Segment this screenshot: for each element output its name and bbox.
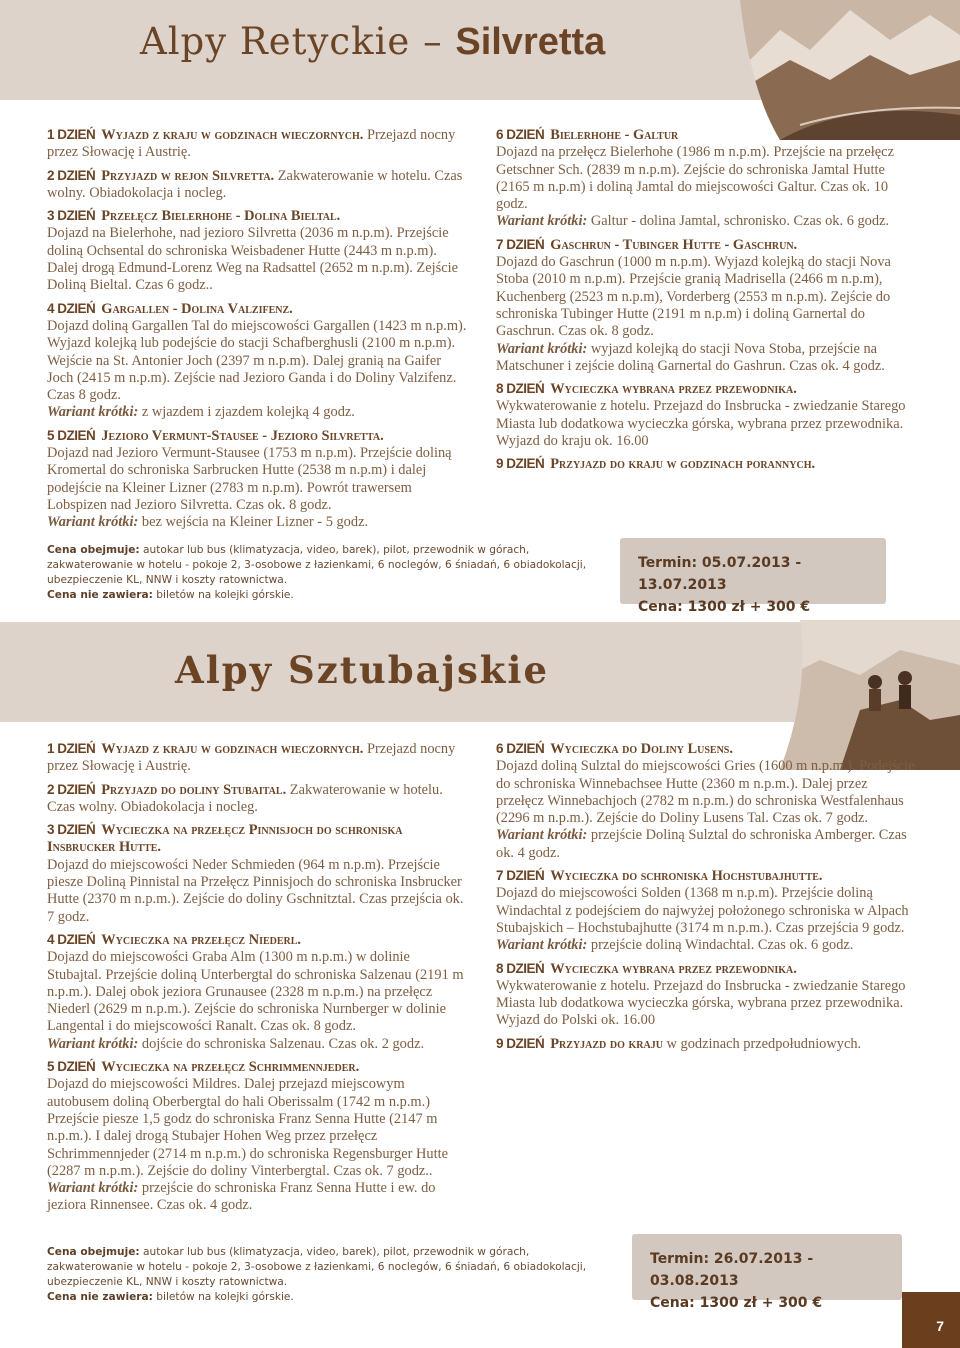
day-7: 7 DZIEŃ Wycieczka do schroniska Hochstubajhutte. Dojazd do miejscowości Solden (1368 m n.p.m). Przejście doliną Windachtal z podejściem do najwyżej położonego schroniska w Alpach Stubajskich – Hochstubajhutte (3174 m n.p.m.). Czas przejścia 9 godz. Wariant krótki: przejście doliną Windachtal. Czas ok. 6 godz. [496,868,909,954]
day-1: 1 DZIEŃ Wyjazd z kraju w godzinach wieczornych. Przejazd nocny przez Słowację i Austrię. [47,741,456,775]
day-1: 1 DZIEŃ Wyjazd z kraju w godzinach wieczornych. Przejazd nocny przez Słowację i Austrię. [47,127,456,161]
page-number-box [902,1292,960,1348]
page-number: 7 [936,1318,944,1334]
day-3: 3 DZIEŃ Przełęcz Bielerhohe - Dolina Bieltal. Dojazd na Bielerhohe, nad jezioro Silvretta (2036 m n.p.m). Przejście doliną Ochsental do schroniska Weisbadener Hutte (2443 m n.p.m). Dalej drogą Edmund-Lorenz Weg na Radsattel (2652 m n.p.m). Zejście Doliną Bieltal. Czas 6 godz.. [47,208,458,294]
trip2-left-column [47,740,467,1220]
day-8: 8 DZIEŃ Wycieczka wybrana przez przewodnika. Wykwaterowanie z hotelu. Przejazd do Insbrucka - zwiedzanie Starego Miasta lub dodatkowa wycieczka górska, wybrana przez przewodnika. Wyjazd do kraju ok. 16.00 [496,381,906,450]
trip1-term-badge [620,538,886,615]
trip2-price: Cena: 1300 zł + 300 € [650,1295,823,1311]
trip1-price-info: Cena obejmuje: autokar lub bus (klimatyzacja, video, barek), pilot, przewodnik w górach, zakwaterowanie w hotelu - pokoje 2, 3-osobowe z łazienkami, 6 noclegów, 6 śniadań, 6 obiadokolacji, ubezpieczenie KL, NNW i koszty ratownictwa. Cena nie zawiera: biletów na kolejki górskie. [47,544,587,601]
day-4: 4 DZIEŃ Gargallen - Dolina Valzifenz. Dojazd doliną Gargallen Tal do miejscowości Gargallen (1423 m n.p.m). Wyjazd kolejką lub podejście do stacji Schafberghusli (2100 m n.p.m). Wejście na St. Antonier Joch (2397 m n.p.m). Dalej granią na Gaifer Joch (2415 m n.p.m). Zejście nad Jezioro Ganda i do Doliny Valzifenz. Czas 8 godz. Wariant krótki: z wjazdem i zjazdem kolejką 4 godz. [47,300,467,421]
trip1-term: Termin: 05.07.2013 - 13.07.2013 [638,555,802,593]
day-8: 8 DZIEŃ Wycieczka wybrana przez przewodnika. Wykwaterowanie z hotelu. Przejazd do Insbrucka - zwiedzanie Starego Miasta lub dodatkowa wycieczka górska, wybrana przez przewodnika. Wyjazd do Polski ok. 16.00 [496,960,906,1029]
trip1-price: Cena: 1300 zł + 300 € [638,599,811,615]
trip1-left-column [47,126,467,537]
trip2-term-badge [632,1234,902,1311]
trip2-right-column [496,740,916,1058]
day-9: 9 DZIEŃ Przyjazd do kraju w godzinach przedpołudniowych. [496,1035,862,1052]
day-6: 6 DZIEŃ Wycieczka do Doliny Lusens. Dojazd doliną Sulztal do miejscowości Gries (1600 m n.p.m.). Podejście do schroniska Winnebachsee Hutte (2360 m n.p.m.). Dalej przez przełęcz Winnebachjoch (2782 m n.p.m.) do schroniska Westfalenhaus (2296 m n.p.m.). Zejście do Doliny Lusens Tal. Czas ok. 7 godz. Wariant krótki: przejście Doliną Sulztal do schroniska Amberger. Czas ok. 4 godz. [496,741,915,861]
trip1-title: Alpy Retyckie – Silvretta [140,20,606,63]
day-6: 6 DZIEŃ Bielerhohe - Galtur Dojazd na przełęcz Bielerhohe (1986 m n.p.m). Przejście na przełęcz Getschner Sch. (2839 m n.p.m). Zejście do schroniska Jamtal Hutte (2165 m n.p.m) i doliną Jamtal do miejscowości Galtur. Czas ok. 10 godz. Wariant krótki: Galtur - dolina Jamtal, schronisko. Czas ok. 6 godz. [496,127,894,230]
mountain-photo-1 [740,0,960,140]
trip2-price-info: Cena obejmuje: autokar lub bus (klimatyzacja, video, barek), pilot, przewodnik w górach, zakwaterowanie w hotelu - pokoje 2, 3-osobowe z łazienkami, 6 noclegów, 6 śniadań, 6 obiadokolacji, ubezpieczenie KL, NNW i koszty ratownictwa. Cena nie zawiera: biletów na kolejki górskie. [47,1246,587,1303]
trip2-title: Alpy Sztubajskie [175,648,550,692]
day-7: 7 DZIEŃ Gaschrun - Tubinger Hutte - Gaschrun. Dojazd do Gaschrun (1000 m n.p.m). Wyjazd kolejką do stacji Nova Stoba (2010 m n.p.m). Przejście granią Madrisella (2466 m n.p.m), Kuchenberg (2523 m n.p.m), Vorderberg (2553 m n.p.m). Zejście do schroniska Tubinger Hutte (2191 m n.p.m) i doliną Garnertal do Gaschrun. Czas ok. 8 godz. Wariant krótki: wyjazd kolejką do stacji Nova Stoba, przejście na Matschuner i zejście doliną Garnertal do Gashrun. Czas ok. 4 godz. [496,236,891,374]
day-9: 9 DZIEŃ Przyjazd do kraju w godzinach porannych. [496,456,816,473]
day-4: 4 DZIEŃ Wycieczka na przełęcz Niederl. Dojazd do miejscowości Graba Alm (1300 m n.p.m.) w dolinie Stubajtal. Przejście doliną Unterbergtal do schroniska Salzenau (2191 m n.p.m.). Dalej obok jeziora Grunausee (2328 m n.p.m.) na przełęcz Niederl (2629 m n.p.m.). Zejście do schroniska Nurnberger w dolinie Langental i do miejscowości Ranalt. Czas ok. 8 godz. Wariant krótki: dojście do schroniska Salzenau. Czas ok. 2 godz. [47,931,464,1052]
day-5: 5 DZIEŃ Wycieczka na przełęcz Schrimmennjeder. Dojazd do miejscowości Mildres. Dalej przejazd miejscowym autobusem doliną Oberbergtal do hali Oberissalm (1742 m n.p.m.) Przejście piesze 1,5 godz do schroniska Franz Senna Hutte (2147 m n.p.m.). I dalej drogą Stubajer Hohen Weg przez przełęcz Schrimmennjeder (2714 m n.p.m.) do schroniska Regensburger Hutte (2287 m n.p.m.). Zejście do doliny Vinterbergtal. Czas ok. 7 godz.. Wariant krótki: przejście do schroniska Franz Senna Hutte i ew. do jeziora Rinnensee. Czas ok. 4 godz. [47,1059,448,1214]
day-3: 3 DZIEŃ Wycieczka na przełęcz Pinnisjoch do schroniska Insbrucker Hutte. Dojazd do miejscowości Neder Schmieden (964 m n.p.m). Przejście piesze Doliną Pinnistal na Przełęcz Pinnisjoch do schroniska Insbrucker Hutte (2370 m n.p.m.). Zejście do doliny Gschnitztal. Czas przejścia ok. 7 godz. [47,822,464,925]
day-2: 2 DZIEŃ Przyjazd do doliny Stubaital. Zakwaterowanie w hotelu. Czas wolny. Obiadokolacja i nocleg. [47,781,443,815]
trip2-term: Termin: 26.07.2013 - 03.08.2013 [650,1251,814,1289]
day-2: 2 DZIEŃ Przyjazd w rejon Silvretta. Zakwaterowanie w hotelu. Czas wolny. Obiadokolacja i nocleg. [47,167,463,201]
day-5: 5 DZIEŃ Jezioro Vermunt-Stausee - Jezioro Silvretta. Dojazd nad Jezioro Vermunt-Stausee (1753 m n.p.m). Przejście doliną Kromertal do schroniska Sarbrucken Hutte (2538 m n.p.m) i dalej podejście na Kleiner Lizner (2783 m n.p.m). Powrót trawersem Lobspizen nad Jezioro Silvretta. Czas ok. 8 godz. Wariant krótki: bez wejścia na Kleiner Lizner - 5 godz. [47,427,452,531]
trip1-right-column [496,126,916,479]
